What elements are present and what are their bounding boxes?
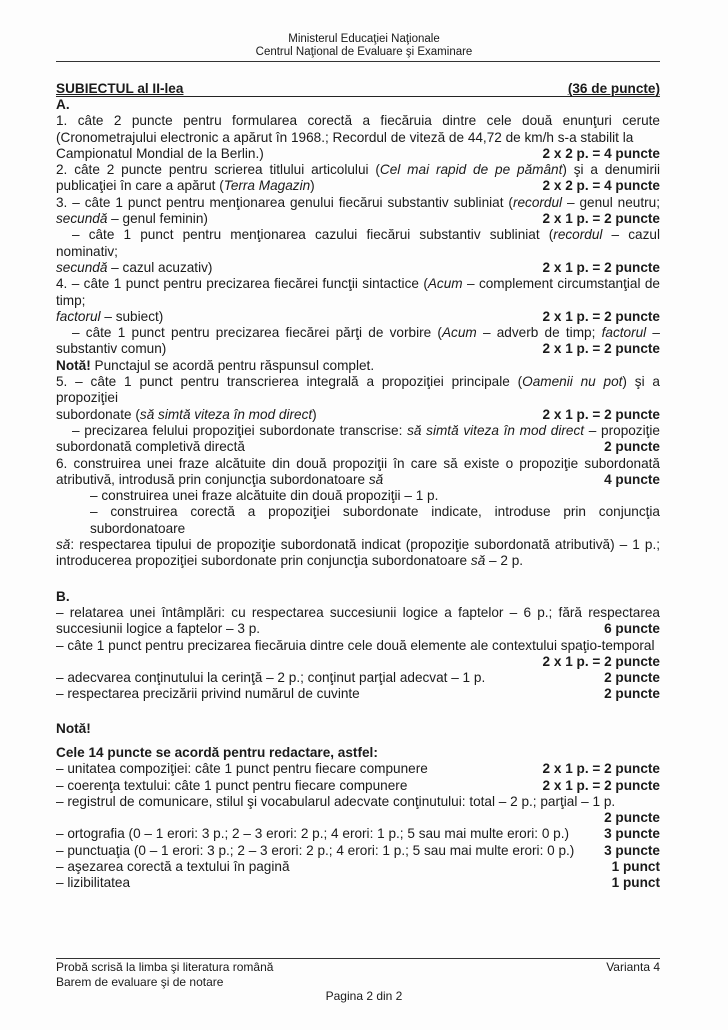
item-5a-line1: 5. – câte 1 punct pentru transcrierea integrală a propoziţiei principale (Oamenii nu pot) şi a propoziţiei bbox=[56, 374, 660, 406]
b-item-1-points: 6 puncte bbox=[604, 621, 660, 637]
item-5a-points: 2 x 1 p. = 2 puncte bbox=[542, 406, 660, 422]
b-item-4-points: 2 puncte bbox=[604, 686, 660, 702]
header-ministry: Ministerul Educaţiei Naţionale bbox=[288, 33, 440, 45]
item-3b-row bbox=[56, 260, 660, 276]
item-3a-points: 2 x 1 p. = 2 puncte bbox=[542, 211, 660, 227]
footer bbox=[56, 960, 660, 990]
redactare-item bbox=[56, 859, 660, 875]
document-body bbox=[56, 81, 660, 892]
item-6-sub2-line1: – construirea corectă a propoziţiei subordonate indicate, introduse prin conjuncţia subordonatoare bbox=[90, 504, 660, 536]
item-6-line1: 6. construirea unei fraze alcătuite din două propoziţii în care să existe o propoziţie subordonată bbox=[56, 455, 660, 471]
redactare-item-text: – aşezarea corectă a textului în pagină bbox=[56, 859, 290, 875]
redactare-item-text: – coerenţa textului: câte 1 punct pentru fiecare compunere bbox=[56, 777, 408, 793]
b-item-2-points: 2 x 1 p. = 2 puncte bbox=[542, 653, 660, 669]
redactare-item-points: 2 puncte bbox=[604, 810, 660, 826]
footer-rule bbox=[56, 958, 660, 959]
item-4b-line2: substantiv comun) bbox=[56, 341, 167, 357]
item-3b-line1: – câte 1 punct pentru menţionarea cazului fiecărui substantiv subliniat (recordul – cazul nominativ; bbox=[56, 227, 660, 259]
item-3b-line2: secundă – cazul acuzativ) bbox=[56, 259, 213, 275]
b-item-4-text: – respectarea precizării privind numărul de cuvinte bbox=[56, 686, 360, 702]
b-item-1-line2: succesiunii logice a faptelor – 3 p. bbox=[56, 621, 261, 637]
b-item-2-line1: – câte 1 punct pentru precizarea fiecăruia dintre cele două elemente ale contextului spaţio-temporal bbox=[56, 637, 655, 653]
item-1-points: 2 x 2 p. = 4 puncte bbox=[542, 145, 660, 161]
item-4b-line1: – câte 1 punct pentru precizarea fiecărei părţi de vorbire (Acum – adverb de timp; factorul – bbox=[72, 325, 660, 341]
item-1-text: 1. câte 2 puncte pentru formularea corectă a fiecăruia dintre cele două enunţuri cerute (Cronometrajului electronic a apărut în 1968.; Recordul de viteză de 44,72 de km/h s-a stabilit la bbox=[56, 113, 660, 145]
item-4a-row bbox=[56, 309, 660, 325]
redactare-item bbox=[56, 826, 660, 842]
item-6-sub2-line3: introducerea propoziţiei subordonate prin conjuncţia subordonatoare să – 2 p. bbox=[56, 553, 524, 569]
redactare-item-text: – punctuaţia (0 – 1 erori: 3 p.; 2 – 3 erori: 2 p.; 4 erori: 1 p.; 5 sau mai multe erori: 0 p.) bbox=[56, 842, 575, 858]
item-4a-line1: 4. – câte 1 punct pentru precizarea fiecărei funcţii sintactice (Acum – complement circumstanţial de timp; bbox=[56, 276, 660, 308]
redactare-item-points: 2 x 1 p. = 2 puncte bbox=[542, 777, 660, 793]
page-number: Pagina 2 din 2 bbox=[325, 989, 403, 1003]
redactare-item bbox=[56, 875, 660, 891]
b-item-3-points: 2 puncte bbox=[604, 670, 660, 686]
item-6-line2: atributivă, introdusă prin conjuncţia subordonatoare să bbox=[56, 471, 384, 487]
redactare-item-points: 3 puncte bbox=[604, 842, 660, 858]
footer-barem: Barem de evaluare şi de notare bbox=[56, 975, 224, 989]
note-2-heading: Cele 14 puncte se acordă pentru redactare, astfel: bbox=[56, 744, 378, 760]
b-item-4-row bbox=[56, 686, 660, 702]
note-2-label: Notă! bbox=[56, 720, 91, 736]
redactare-item-points: 2 x 1 p. = 2 puncte bbox=[542, 761, 660, 777]
header-rule bbox=[56, 61, 660, 62]
footer-exam-name: Probă scrisă la limba şi literatura română bbox=[56, 960, 274, 974]
footer-row-1 bbox=[56, 960, 660, 975]
header-center: Centrul Naţional de Evaluare şi Examinare bbox=[255, 46, 473, 58]
b-item-3-row bbox=[56, 670, 660, 686]
item-6-sub2-line2: să: respectarea tipului de propoziţie subordonată indicat (propoziţie subordonată atributivă) – 1 p.; bbox=[56, 537, 660, 553]
item-3a-line1: 3. – câte 1 punct pentru menţionarea genului fiecărui substantiv subliniat (recordul – genul neutru; bbox=[56, 194, 660, 210]
section-a-label: A. bbox=[56, 97, 70, 112]
redactare-item-text: – ortografia (0 – 1 erori: 3 p.; 2 – 3 erori: 2 p.; 4 erori: 1 p.; 5 sau mai multe erori: 0 p.) bbox=[56, 826, 570, 842]
redactare-item bbox=[56, 761, 660, 777]
item-5b-row bbox=[56, 439, 660, 455]
footer-variant: Varianta 4 bbox=[606, 960, 660, 974]
item-4a-points: 2 x 1 p. = 2 puncte bbox=[542, 308, 660, 324]
note-complete-answer: Notă! Punctajul se acordă pentru răspunsul complet. bbox=[56, 357, 375, 373]
redactare-item bbox=[56, 778, 660, 794]
item-3a-row bbox=[56, 211, 660, 227]
item-2-line2: publicaţiei în care a apărut (Terra Magazin) bbox=[56, 178, 315, 194]
redactare-item-points: 1 punct bbox=[611, 859, 660, 875]
item-5b-line2: subordonată completivă directă bbox=[56, 439, 245, 455]
item-6-sub1: – construirea unei fraze alcătuite din două propoziţii – 1 p. bbox=[90, 488, 439, 504]
redactare-item-text: – registrul de comunicare, stilul şi vocabularul adecvate conţinutului: total – 2 p.; parţial – 1 p. bbox=[56, 793, 616, 809]
redactare-item bbox=[56, 810, 660, 826]
b-item-1-row bbox=[56, 621, 660, 637]
redactare-item-points: 1 punct bbox=[611, 875, 660, 891]
redactare-item-points: 3 puncte bbox=[604, 826, 660, 842]
item-5a-line2: subordonate (să simtă viteza în mod direct) bbox=[56, 406, 317, 422]
item-4b-row bbox=[56, 341, 660, 357]
item-3a-line2: secundă – genul feminin) bbox=[56, 211, 208, 227]
item-2-points: 2 x 2 p. = 4 puncte bbox=[542, 178, 660, 194]
b-item-2-row bbox=[56, 654, 660, 670]
item-5b-line1: – precizarea felului propoziţiei subordonate transcrise: să simtă viteza în mod direct – propoziţie bbox=[72, 422, 660, 438]
item-3b-points: 2 x 1 p. = 2 puncte bbox=[542, 259, 660, 275]
item-5a-row bbox=[56, 407, 660, 423]
redactare-item bbox=[56, 843, 660, 859]
b-item-1-line1: – relatarea unei întâmplări: cu respectarea succesiunii logice a faptelor – 6 p.; fără respectarea bbox=[56, 604, 660, 620]
redactare-item-text: – lizibilitatea bbox=[56, 875, 131, 891]
b-item-3-text: – adecvarea conţinutului la cerinţă – 2 p.; conţinut parţial adecvat – 1 p. bbox=[56, 670, 486, 686]
item-1-text-end: Campionatul Mondial de la Berlin.) bbox=[56, 145, 264, 161]
item-1-row bbox=[56, 146, 660, 162]
item-5b-points: 2 puncte bbox=[604, 439, 660, 455]
subject-title: SUBIECTUL al II-lea bbox=[56, 81, 184, 96]
item-2-row bbox=[56, 178, 660, 194]
item-6-row bbox=[56, 472, 660, 488]
item-6-points: 4 puncte bbox=[604, 471, 660, 487]
subject-points: (36 de puncte) bbox=[567, 81, 660, 96]
section-b-label: B. bbox=[56, 588, 70, 604]
item-4a-line2: factorul – subiect) bbox=[56, 308, 164, 324]
item-4b-points: 2 x 1 p. = 2 puncte bbox=[542, 341, 660, 357]
item-2-line1: 2. câte 2 puncte pentru scrierea titlului articolului (Cel mai rapid de pe pământ) şi a denumirii bbox=[56, 162, 661, 178]
subject-title-row bbox=[56, 81, 660, 97]
redactare-item-text: – unitatea compoziţiei: câte 1 punct pentru fiecare compunere bbox=[56, 761, 428, 777]
